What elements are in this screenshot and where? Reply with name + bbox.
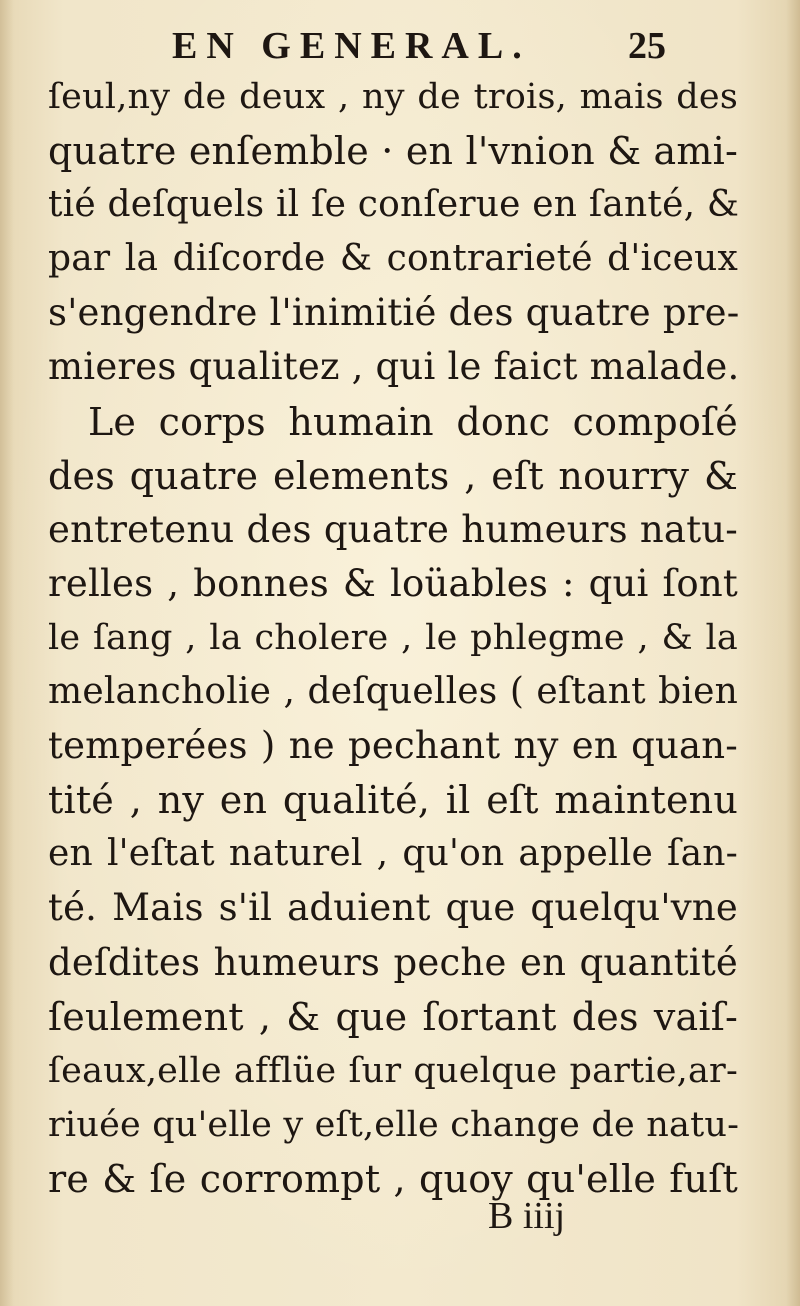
text-line: des quatre elements , eſt nourry & [48,453,738,498]
page-edge-right [786,0,800,1306]
text-line: deſdites humeurs peche en quantité [48,940,738,984]
text-line: tié deſquels il ſe conſerue en ſanté, & [48,184,740,226]
body-text [48,70,738,1206]
text-line: riuée qu'elle y eſt,elle change de natu- [48,1104,740,1145]
text-line: melancholie , deſquelles ( eſtant bien [48,671,738,713]
text-line: entretenu des quatre humeurs natu- [48,507,738,551]
text-line: mieres qualitez , qui le faict malade. [48,345,740,389]
text-line: temperées ) ne pechant ny en quan- [48,724,738,768]
text-line: le ſang , la cholere , le phlegme , & la [48,617,738,658]
running-head: EN GENERAL. [172,25,531,67]
text-line: s'engendre l'inimitié des quatre pre- [48,291,740,335]
text-line: ſeaux,elle afflüe ſur quelque partie,ar- [48,1050,738,1091]
text-line: par la diſcorde & contrarieté d'iceux [48,238,738,280]
signature-mark: B iiij [488,1195,566,1237]
text-line: re & ſe corrompt , quoy qu'elle fuſt [48,1156,738,1201]
text-line: quatre enſemble · en l'vnion & ami- [48,129,738,174]
text-line: Le corps humain donc compoſé [88,399,738,444]
text-line: ſeul,ny de deux , ny de trois, mais des [48,77,738,117]
text-line: té. Mais s'il aduient que quelqu'vne [48,886,738,930]
text-line: tité , ny en qualité, il eſt maintenu [48,778,738,823]
page-number: 25 [628,25,666,67]
text-line: relles , bonnes & loüables : qui ſont [48,561,738,605]
text-line: en l'eſtat naturel , qu'on appelle ſan- [48,833,738,875]
page-header [0,20,800,70]
page-edge-left [0,0,14,1306]
text-line: ſeulement , & que ſortant des vaiſ- [48,994,738,1039]
